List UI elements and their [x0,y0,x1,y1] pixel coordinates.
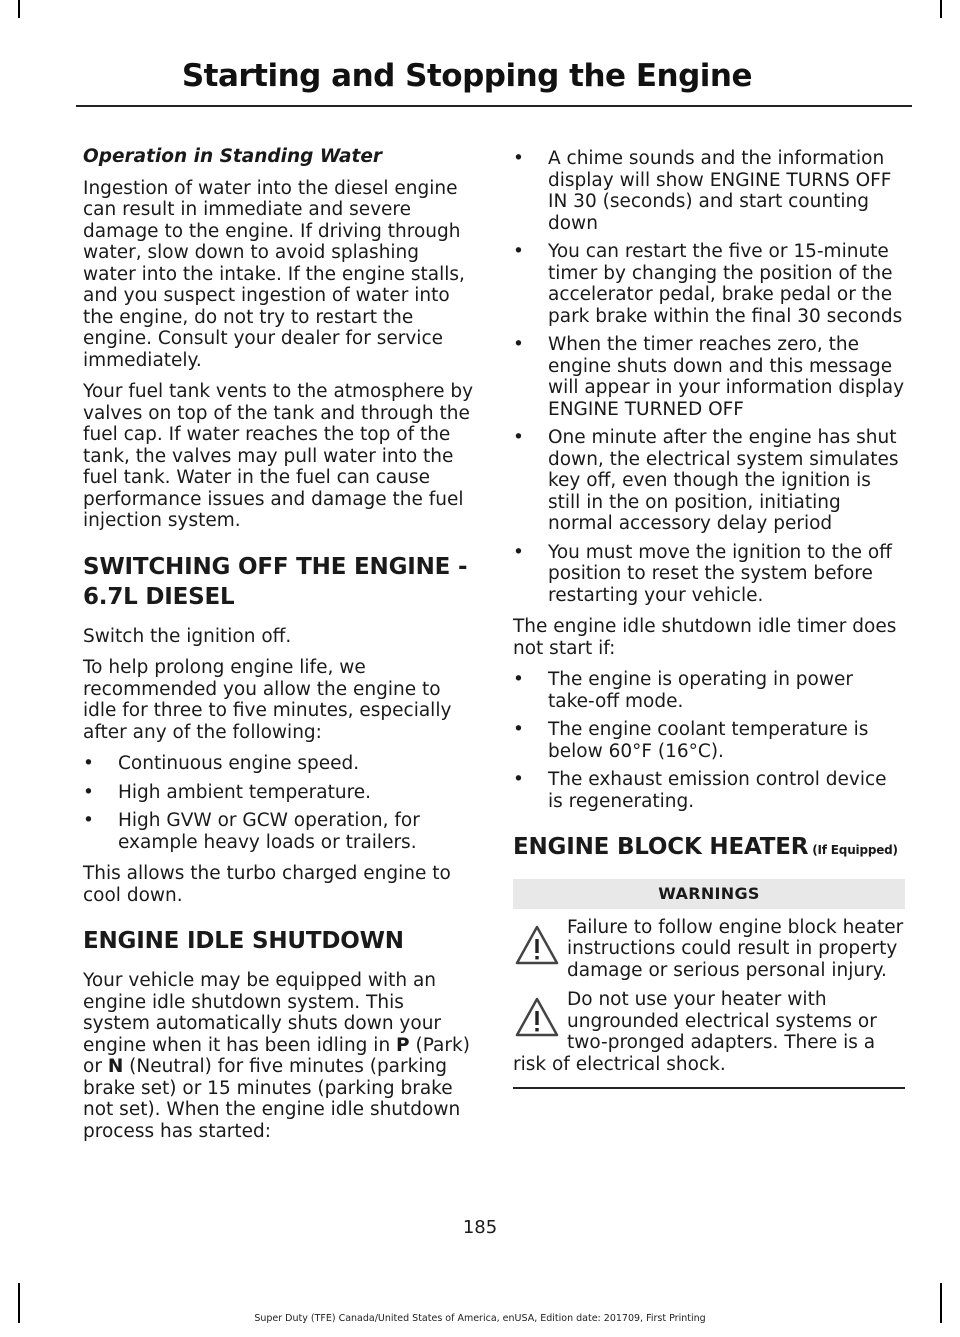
bullet-glyph: • [513,769,524,790]
list-item: • The engine coolant temperature is below 60°F (16°C). [513,719,869,762]
warning-text: Do not use your heater with ungrounded electrical systems or two-pronged adapters. There is a risk of electrical shock. [513,989,877,1075]
right-column [513,148,905,1089]
paragraph-idle-shutdown: Your vehicle may be equipped with an engine idle shutdown system. This system automatically shuts down your engine when it has been idling in P (Park) or N (Neutral) for five minutes (parking brake set) or 15 minutes (parking brake not set). When the engine idle shutdown process has started: [83,970,470,1142]
header-divider [76,105,912,107]
bullet-glyph: • [513,241,524,262]
page-number: 185 [462,1217,498,1238]
list-item: • You must move the ignition to the off position to reset the system before restarting your vehicle. [513,541,892,606]
warnings-divider [513,1087,905,1089]
list-item: • High ambient temperature. [83,781,372,803]
heading-suffix-if-equipped: (If Equipped) [808,843,898,857]
list-item: • One minute after the engine has shut down, the electrical system simulates key off, even though the ignition is still in the on position, initiating normal accessory delay period [513,427,899,534]
bullet-glyph: • [513,541,524,563]
sub-heading-standing-water: Operation in Standing Water [83,146,382,167]
bullet-glyph: • [513,669,524,690]
list-idle-conditions [83,753,475,853]
warnings-box [513,879,905,1089]
paragraph-turbo-cool-down: This allows the turbo charged engine to cool down. [83,863,451,906]
list-timer-exceptions [513,669,905,812]
crop-mark-top-left [18,0,20,18]
warnings-title: WARNINGS [513,879,905,909]
warning-text: Failure to follow engine block heater instructions could result in property damage or serious personal injury. [567,916,904,981]
heading-switching-off-engine: SWITCHING OFF THE ENGINE - 6.7L DIESEL [83,553,468,610]
list-item: • Continuous engine speed. [83,753,360,774]
bullet-glyph: • [83,753,94,774]
list-item: • The engine is operating in power take-off mode. [513,669,853,712]
footer-edition-info: Super Duty (TFE) Canada/United States of America, enUSA, Edition date: 201709, First Printing [254,1313,706,1324]
gear-n-label: N [107,1056,124,1077]
warning-triangle-icon [513,993,561,1041]
page-title: Starting and Stopping the Engine [181,58,752,94]
list-item: • The exhaust emission control device is regenerating. [513,769,887,812]
list-item: • You can restart the five or 15-minute timer by changing the position of the accelerator pedal, brake pedal or the park brake within the final 30 seconds [513,241,903,327]
list-item: • When the timer reaches zero, the engine shuts down and this message will appear in your information display ENGINE TURNED OFF [513,334,905,420]
paragraph-switch-ignition: Switch the ignition off. [83,625,292,647]
bullet-glyph: • [83,781,94,803]
left-column [83,146,475,1152]
warning-item [513,917,905,982]
paragraph-timer-not-start: The engine idle shutdown idle timer does not start if: [513,616,897,659]
bullet-glyph: • [513,719,524,740]
warning-triangle-icon [513,921,561,969]
list-shutdown-process [513,148,905,606]
bullet-glyph: • [513,427,524,448]
bullet-glyph: • [513,334,524,355]
crop-mark-top-right [940,0,942,18]
gear-p-label: P [396,1034,410,1056]
list-item: • High GVW or GCW operation, for example heavy loads or trailers. [83,810,420,853]
paragraph-fuel-tank-vents: Your fuel tank vents to the atmosphere by valves on top of the tank and through the fuel cap. If water reaches the top of the tank, the valves may pull water into the fuel tank. Water in the fuel can cause performance issues and damage the fuel injection system. [83,381,474,531]
bullet-glyph: • [83,810,94,831]
warning-item [513,989,905,1075]
heading-engine-idle-shutdown: ENGINE IDLE SHUTDOWN [83,928,404,954]
heading-engine-block-heater: ENGINE BLOCK HEATER (If Equipped) [513,834,898,860]
paragraph-water-ingestion: Ingestion of water into the diesel engine can result in immediate and severe damage to the engine. If driving through water, slow down to avoid splashing water into the intake. If the engine stalls, and you suspect ingestion of water into the engine, do not try to restart the engine. Consult your dealer for service immediately. [83,177,465,371]
bullet-glyph: • [513,148,524,169]
list-item: • A chime sounds and the information display will show ENGINE TURNS OFF IN 30 (seconds) and start counting down [513,148,892,234]
paragraph-prolong-engine-life: To help prolong engine life, we recommended you allow the engine to idle for three to five minutes, especially after any of the following: [83,657,452,743]
